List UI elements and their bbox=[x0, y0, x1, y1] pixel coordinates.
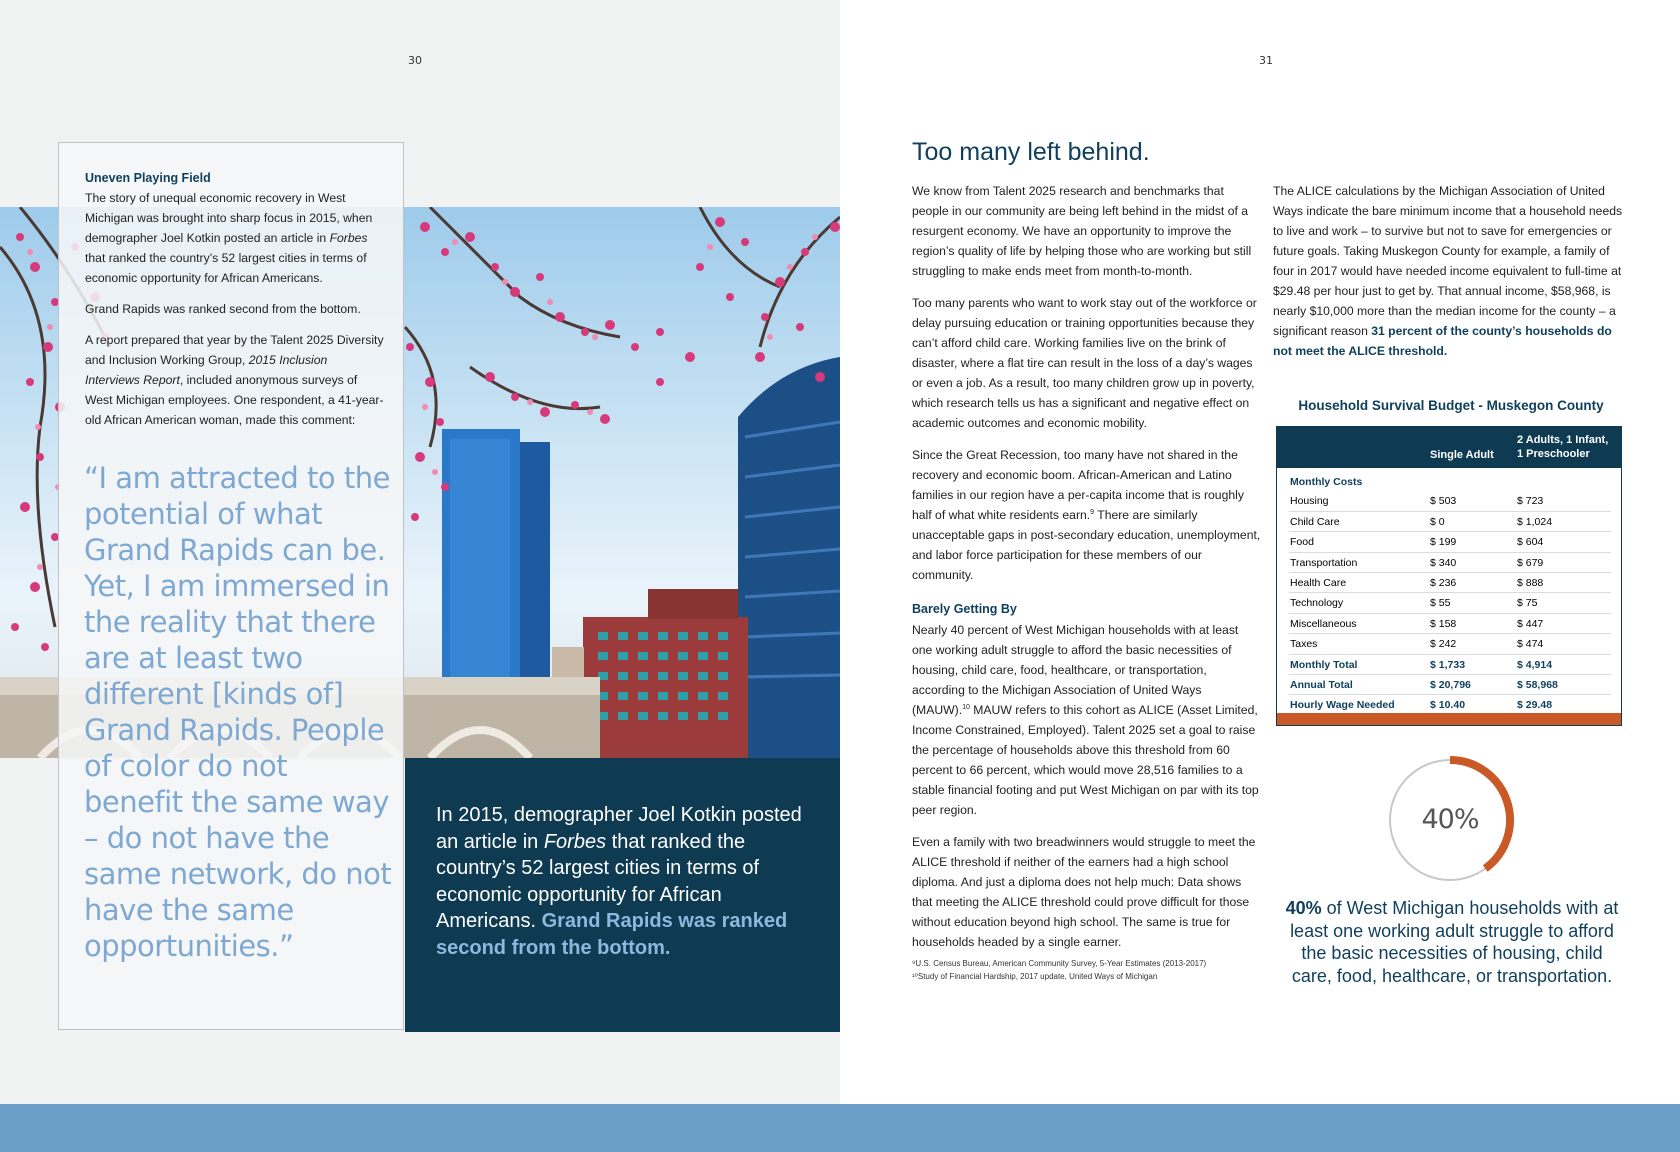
footnote-9: ⁹U.S. Census Bureau, American Community Survey, 5-Year Estimates (2013-2017) bbox=[912, 959, 1207, 968]
article-column-1 bbox=[912, 181, 1262, 964]
col-header-family: 2 Adults, 1 Infant, 1 Preschooler bbox=[1517, 434, 1609, 460]
table-row: Miscellaneous $ 158 $ 447 bbox=[1289, 614, 1611, 634]
alice-paragraph: The ALICE calculations by the Michigan Association of United Ways indicate the bare minimum income that a household needs to live and work – to survive but not to save for emergencies or future goals. Taking Muskegon County for example, a family of four in 2017 would have needed income equivalent to full-time at $29.48 per hour just to get by. That annual income, $58,968, is nearly $10,000 more than the median income for the county – a significant reason 31 percent of the county’s households do not meet the ALICE threshold. bbox=[1273, 184, 1623, 358]
footnote-10: ¹⁰Study of Financial Hardship, 2017 update, United Ways of Michigan bbox=[912, 972, 1158, 981]
article-paragraph-2: Too many parents who want to work stay out of the workforce or delay pursuing education or training opportunities because they can’t afford child care. Working families live on the brink of disaster, where a flat tire can result in the loss of a day’s wages or even a job. As a result, too many children grow up in poverty, which research tells us has a significant and negative effect on academic outcomes and economic mobility. bbox=[912, 296, 1257, 430]
table-total-row: Hourly Wage Needed $ 10.40 $ 29.48 bbox=[1289, 695, 1611, 715]
article-subheading: Barely Getting By bbox=[912, 602, 1017, 616]
page-number-left: 30 bbox=[408, 54, 422, 67]
stat-callout: 40% of West Michigan households with at least one working adult struggle to afford the basic necessities of housing, child care, food, healthcare, or transportation. bbox=[1285, 898, 1619, 986]
callout-text: In 2015, demographer Joel Kotkin posted an article in Forbes that ranked the country’s 52 largest cities in terms of economic opportunity for African Americans. Grand Rapids was ranked second from the bottom. bbox=[436, 804, 802, 959]
sidebar-paragraph-2: Grand Rapids was ranked second from the bottom. bbox=[85, 302, 361, 316]
table-row: Technology $ 55 $ 75 bbox=[1289, 593, 1611, 613]
page-number-right: 31 bbox=[1259, 54, 1273, 67]
table-row: Food $ 199 $ 604 bbox=[1289, 532, 1611, 552]
article-paragraph-4: Nearly 40 percent of West Michigan households with at least one working adult struggle to afford the basic necessities of housing, child care, food, healthcare, or transportation, according to the Michigan Association of United Ways (MAUW).$^{10}$ MAUW refers to this cohort as ALICE (Asset Limited, Income Constrained, Employed). Talent 2025 set a goal to raise the percentage of households above this threshold from 60 percent to 66 percent, which would move 28,516 families to a stable financial footing and put West Michigan on par with its top peer region. bbox=[912, 623, 1259, 817]
table-row: Taxes $ 242 $ 474 bbox=[1289, 634, 1611, 654]
article-column-2 bbox=[1273, 181, 1623, 373]
article-paragraph-1: We know from Talent 2025 research and benchmarks that people in our community are being left behind in the midst of a resurgent economy. We have an opportunity to improve the region’s quality of life by helping those who are working but still struggling to make ends meet from month-to-month. bbox=[912, 184, 1252, 278]
col-header-single: Single Adult bbox=[1430, 449, 1494, 461]
budget-table-body bbox=[1289, 472, 1611, 716]
pull-quote: “I am attracted to the potential of what Grand Rapids can be. Yet, I am immersed in the reality that there are at least two different [kinds of] Grand Rapids. People of color do not benefit the same way – do not have the same network, do not have the same opportunities.” bbox=[84, 461, 392, 963]
page-title: Too many left behind. bbox=[912, 138, 1150, 166]
footnotes bbox=[912, 957, 1252, 983]
budget-table-footer-bar bbox=[1277, 713, 1621, 725]
table-row: Transportation $ 340 $ 679 bbox=[1289, 553, 1611, 573]
budget-table-header bbox=[1277, 427, 1621, 468]
table-row: Child Care $ 0 $ 1,024 bbox=[1289, 512, 1611, 532]
article-paragraph-3: Since the Great Recession, too many have not shared in the recovery and economic boom. African-American and Latino families in our region have a per-capita income that is roughly half of what white residents earn.$^9$ There are similarly unacceptable gaps in post-secondary education, unemployment, and labor force participation for these members of our community. bbox=[912, 448, 1261, 582]
budget-table-title: Household Survival Budget - Muskegon County bbox=[1298, 398, 1604, 413]
sidebar-paragraph-3: A report prepared that year by the Talent 2025 Diversity and Inclusion Working Group, 2015 Inclusion Interviews Report, included anonymous surveys of West Michigan employees. One respondent, a 41-year-old African American woman, made this comment: bbox=[85, 333, 384, 427]
table-row: Housing $ 503 $ 723 bbox=[1289, 491, 1611, 511]
stat-bold: 40% bbox=[1285, 898, 1322, 918]
table-total-row: Annual Total $ 20,796 $ 58,968 bbox=[1289, 675, 1611, 695]
donut-label: 40% bbox=[1421, 804, 1479, 835]
table-total-row: Monthly Total $ 1,733 $ 4,914 bbox=[1289, 655, 1611, 675]
table-row: Health Care $ 236 $ 888 bbox=[1289, 573, 1611, 593]
article-paragraph-5: Even a family with two breadwinners would struggle to meet the ALICE threshold if neither of the earners had a high school diploma. And just a diploma does not help much: Data shows that meeting the ALICE threshold could prove difficult for those without education beyond high school. The same is true for households headed by a single earner. bbox=[912, 835, 1256, 949]
callout-highlight: Grand Rapids was ranked second from the bottom. bbox=[436, 910, 788, 959]
budget-table bbox=[1276, 426, 1622, 726]
bottom-band bbox=[0, 1104, 1680, 1152]
callout-box bbox=[405, 758, 840, 1032]
sidebar-heading: Uneven Playing Field bbox=[85, 171, 211, 185]
sidebar-paragraph-1: The story of unequal economic recovery in West Michigan was brought into sharp focus in 2015, when demographer Joel Kotkin posted an article in Forbes that ranked the country’s 52 largest cities in terms of economic opportunity for African Americans. bbox=[85, 191, 373, 285]
table-section-row: Monthly Costs bbox=[1290, 476, 1363, 488]
